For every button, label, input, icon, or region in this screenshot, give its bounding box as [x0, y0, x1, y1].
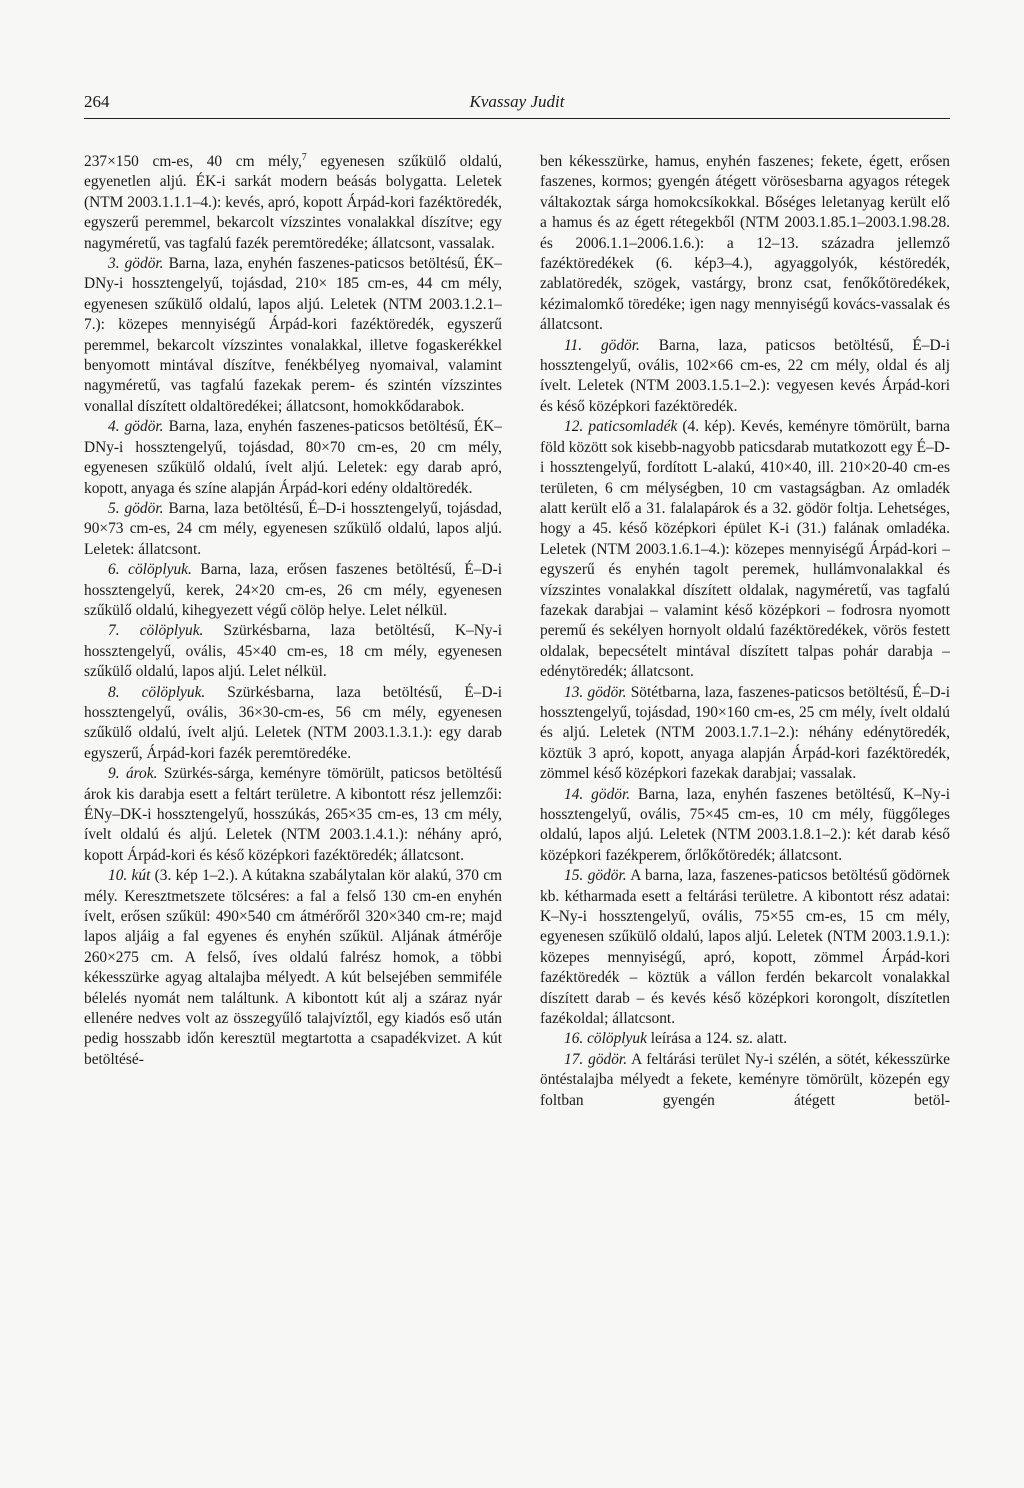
entry-5-godor: 5. gödör. Barna, laza betöltésű, É–D-i hossztengelyű, tojásdad, 90×73 cm-es, 24 cm mély, egyenesen szűkülő oldalú, lapos aljú. Leletek: állatcsont. — [84, 499, 502, 558]
entry-10-kut: 10. kút (3. kép 1–2.). A kútakna szabálytalan kör alakú, 370 cm mély. Keresztmetszete tölcséres: a fal a felső 130 cm-en enyhén ívelt, erősen szűkül: 490×540 cm átmérőről 320×340 cm-re; majd lapos aljáig a fal egyenes és enyhén szűkül. Aljának átmérője 260×275 cm. A felső, íves oldalú falrész homok, a többi kékesszürke agyag altalajba mélyedt. A kút belsejében semmiféle bélelés nyomát nem találtunk. A kibontott kút alj a száraz nyár ellenére nedves volt az összegyűlő talajvíztől, egy kiadós eső után pedig hosszabb időn keresztül megtartotta a csapadékvizet. A kút betöltésé- — [84, 867, 502, 1068]
feature-title: 8. cölöplyuk. — [108, 683, 206, 701]
feature-title: 7. cölöplyuk. — [108, 622, 204, 640]
entry-12-paticsomladek: 12. paticsomladék (4. kép). Kevés, keményre tömörült, barna föld között sok kisebb-nagyobb paticsdarab mutatkozott egy É–D-i hossztengelyű, fordított L-alakú, 410×40, ill. 210×20-40 cm-es területen, 6 cm mélységben, 10 cm vastagságban. Az omladék alatt került elő a 31. falalapárok és a 32. gödör foltja. Lehetséges, hogy a 45. késő középkori épület K-i (31.) falának omladéka. Leletek (NTM 2003.1.6.1–4.): közepes mennyiségű Árpád-kori – egyszerű és enyhén tagolt peremek, hullámvonalakkal és vízszintes vonalakkal díszített oldalak, nagyméretű, vas tagfalú fazekak darabjai – valamint késő középkori – fodrosra nyomott peremű és sekélyen hornyolt oldalú fazéktöredékek, vörös festett oldalak, bepecsételt mintával díszített talpas pohár darabja – edénytöredék; állatcsont. — [540, 418, 950, 681]
feature-title: 6. cölöplyuk. — [108, 561, 192, 579]
entry-11-godor: 11. gödör. Barna, laza, paticsos betöltésű, É–D-i hossztengelyű, ovális, 102×66 cm-es, 22 cm mély, oldal és alj ívelt. Leletek (NTM 2003.1.5.1–2.): vegyesen kevés Árpád-kori és késő középkori fazéktöredék. — [540, 336, 951, 415]
footnote-marker: 7 — [301, 151, 307, 163]
entry-6-coloplyuk: 6. cölöplyuk. Barna, laza, erősen faszenes betöltésű, É–D-i hossztengelyű, kerek, 24×20 cm-es, 26 cm mély, egyenesen szűkülő oldalú, kihegyezett végű cölöp helye. Lelet nélkül. — [84, 561, 502, 619]
feature-title: 12. paticsomladék — [564, 418, 678, 436]
entry-3-godor: 3. gödör. Barna, laza, enyhén faszenes-paticsos betöltésű, ÉK–DNy-i hossztengelyű, tojásdad, 210× 185 cm-es, 44 cm mély, egyenesen szűkülő oldalú, lapos aljú. Leletek (NTM 2003.1.2.1–7.): közepes mennyiségű Árpád-kori fazéktöredék, egyszerű peremmel, bekarcolt vízszintes vonalakkal, illetve fogaskerékkel benyomott mintával díszítve, fenékbélyeg nyomaival, valamint nagyméretű, vas tagfalú fazekak perem- és szintén vízszintes vonallal díszített oldaltöredékei; állatcsont, homokkődarabok. — [84, 255, 502, 415]
entry-7-coloplyuk: 7. cölöplyuk. Szürkésbarna, laza betöltésű, K–Ny-i hossztengelyű, ovális, 45×40 cm-es, 18 cm mély, egyenesen szűkülő oldalú, lapos aljú. Lelet nélkül. — [84, 622, 502, 681]
feature-title: 16. cölöplyuk — [564, 1030, 647, 1048]
entry-8-coloplyuk: 8. cölöplyuk. Szürkésbarna, laza betöltésű, É–D-i hossztengelyű, ovális, 36×30-cm-es, 56 cm mély, egyenesen szűkülő oldalú, ívelt aljú. Leletek (NTM 2003.1.3.1.): egy darab egyszerű, Árpád-kori fazék peremtöredéke. — [84, 683, 502, 762]
feature-title: 17. gödör. — [564, 1050, 628, 1068]
entry-14-godor: 14. gödör. Barna, laza, enyhén faszenes betöltésű, K–Ny-i hossztengelyű, ovális, 75×45 cm-es, 10 cm mély, függőleges oldalú, lapos aljú. Leletek (NTM 2003.1.8.1–2.): két darab késő középkori fazékperem, őrlőkőtöredék; állatcsont. — [540, 785, 950, 864]
feature-title: 15. gödör. — [564, 867, 627, 885]
entry-17-godor: 17. gödör. A feltárási terület Ny-i szélén, a sötét, kékesszürke öntéstalajba mélyedt a fekete, keményre tömörült, közepén egy foltban gyengén átégett betöl- — [540, 1050, 951, 1109]
feature-title: 4. gödör. — [108, 418, 164, 436]
entry-9-arok: 9. árok. Szürkés-sárga, keményre tömörült, paticsos betöltésű árok kis darabja esett a feltárt területre. A kibontott rész jellemzői: ÉNy–DK-i hossztengelyű, hosszúkás, 265×35 cm-es, 13 cm mély, ívelt oldalú és aljú. Leletek (NTM 2003.1.4.1.): néhány apró, kopott Árpád-kori és késő középkori fazéktöredék; állatcsont. — [84, 765, 502, 864]
paragraph-continuation: 237×150 cm-es, 40 cm mély,$^7$ egyenesen szűkülő oldalú, egyenetlen aljú. ÉK-i sarkát modern beásás bolygatta. Leletek (NTM 2003.1.1.1–4.): kevés, apró, kopott Árpád-kori fazéktöredék, egyszerű peremmel, bekarcolt vízszintes vonalakkal díszítve; egy nagyméretű, vas tagfalú fazék peremtöredéke; állatcsont, vassalak. — [84, 151, 502, 252]
paragraph-continuation: ben kékesszürke, hamus, enyhén faszenes; fekete, égett, erősen faszenes, kormos; gyengén átégett vörösesbarna agyagos rétegek váltakoztak sárga homokcsíkokkal. Bőséges leletanyag került elő a hamus és az égett rétegekből (NTM 2003.1.85.1–2003.1.98.28. és 2006.1.1–2006.1.6.): a 12–13. századra jellemző fazéktöredékek (6. kép3–4.), agyaggolyók, késtöredék, zablatöredék, szögek, vastárgy, bronz csat, fenőkőtöredékek, kézimalomkő töredéke; igen nagy mennyiségű kovács-vassalak és állatcsont. — [540, 153, 950, 334]
entry-15-godor: 15. gödör. A barna, laza, faszenes-paticsos betöltésű gödörnek kb. kétharmada esett a feltárási területre. A kibontott rész adatai: K–Ny-i hossztengelyű, ovális, 75×55 cm-es, 15 cm mély, egyenesen szűkülő oldalú, lapos aljú. Leletek (NTM 2003.1.9.1.): közepes mennyiségű, apró, kopott, zömmel Árpád-kori fazéktöredék – köztük a vállon ferdén bekarcolt vonalakkal díszített darab – és kevés késő középkori korongolt, díszítetlen fazékoldal; állatcsont. — [540, 867, 951, 1028]
feature-title: 3. gödör. — [108, 255, 164, 273]
feature-title: 11. gödör. — [564, 336, 640, 354]
feature-title: 14. gödör. — [564, 785, 631, 803]
page-number: 264 — [84, 92, 110, 111]
feature-title: 13. gödör. — [564, 683, 627, 701]
entry-16-coloplyuk: 16. cölöplyuk leírása a 124. sz. alatt. — [564, 1030, 788, 1048]
entry-4-godor: 4. gödör. Barna, laza, enyhén faszenes-paticsos betöltésű, ÉK–DNy-i hossztengelyű, tojásdad, 80×70 cm-es, 20 cm mély, egyenesen szűkülő oldalú, ívelt aljú. Leletek: egy darab apró, kopott, anyaga és színe alapján Árpád-kori edény oldaltöredék. — [84, 418, 502, 497]
running-head-author: Kvassay Judit — [469, 92, 565, 111]
feature-title: 5. gödör. — [108, 499, 164, 517]
entry-13-godor: 13. gödör. Sötétbarna, laza, faszenes-paticsos betöltésű, É–D-i hossztengelyű, tojásdad, 190×160 cm-es, 25 cm mély, ívelt oldalú és aljú. Leletek (NTM 2003.1.7.1–2.): néhány edénytöredék, köztük 3 apró, kopott, anyaga alapján Árpád-kori fazéktöredék, zömmel késő középkori fazekak darabjai; vassalak. — [540, 683, 950, 783]
feature-title: 9. árok. — [108, 765, 158, 783]
feature-title: 10. kút — [108, 867, 151, 885]
right-column — [540, 152, 950, 1111]
running-header — [84, 88, 950, 119]
left-column — [84, 152, 502, 1070]
